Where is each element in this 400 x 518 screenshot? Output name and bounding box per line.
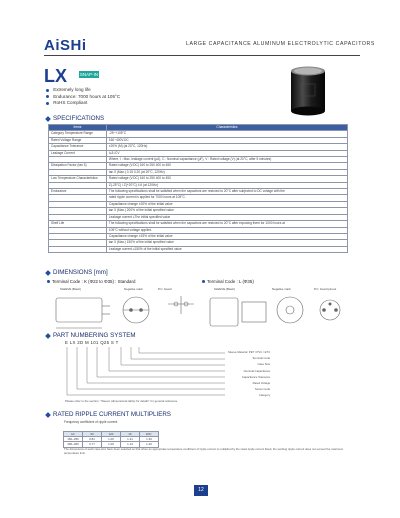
terminal-l-label: Terminal Code : L (Φ35) [202,279,254,284]
bullet-icon [202,280,205,283]
sleeve-label-k: SLEEVE (Basic) [60,287,82,291]
negative-mark-label-k: Negative mark [124,287,143,291]
bullet-icon [47,280,50,283]
diamond-icon [45,412,51,418]
part-numbering-title: PART NUMBERING SYSTEM [46,332,136,339]
table-row: Leakage Current I≤3√CV [49,150,348,156]
terminal-l-drawing [206,292,356,336]
brand-logo: AiSHi [44,37,87,54]
table-row: Leakage current ≤150% of the initial specified value [49,246,348,252]
table-row: Dissipation Factor (tan δ) Rated voltage (V.DC) 160 to 250 400 to 450 [49,163,348,169]
table-row: rated ripple current is applied for 7000 hours at 105°C. [49,195,348,201]
table-row: 105°C without voltage applied. [49,227,348,233]
pc-board-label-k: P.C. board [158,287,172,291]
table-row: Shelf Life The following specifications shall be satisfied when the capacitors are restored to 20°C after exposing them for 1000 hours at [49,221,348,227]
table-row: tan δ (Max.) 200% of the initial specified value [49,208,348,214]
series-badge: SNAP-IN [79,72,99,77]
part-number-code: E LX 2D M 101 Q25 S T [65,340,119,345]
table-row: Endurance The following specifications shall be satisfied when the capacitors are restored to 20°C after subjected to DC voltage with the [49,189,348,195]
dimensions-title: DIMENSIONS [mm] [46,269,108,276]
negative-mark-label-l: Negative mark [272,287,291,291]
table-row: tan δ (Max.) 150% of the initial specified value [49,240,348,246]
pc-board-label-l: P.C. board pinout [314,287,337,291]
table-row: Leakage current ≤The initial specified value [49,214,348,220]
diamond-icon [45,116,51,122]
ripple-table [63,431,159,448]
table-row: tan δ (Max.) 0.15 0.20 (at 20°C, 120Hz) [49,169,348,175]
sleeve-label-l: SLEEVE (Basic) [214,287,236,291]
table-row: Rated Voltage Range 160~400V.DC [49,137,348,143]
specifications-table [48,124,348,253]
diamond-icon [45,270,51,276]
page-number: 12 [194,485,208,496]
table-row: Where, I : Max. leakage current (μA), C : Nominal capacitance (μF), V : Rated voltage (V) (at 20°C, after 5 minutes) [49,157,348,163]
table-row: Capacitance change ±20% of the initial value [49,201,348,207]
part-number-leader-lines [65,347,235,399]
bullet-icon [46,102,49,105]
ripple-title: RATED RIPPLE CURRENT MULTIPLIERS [46,411,171,418]
specifications-title: SPECIFICATIONS [46,115,104,122]
table-row: Low Temperature Characteristics Rated voltage (V.DC) 160 to 250 400 to 450 [49,176,348,182]
table-row: Capacitance change ±15% of the initial value [49,233,348,239]
terminal-k-label: Terminal Code : K (Φ22 to Φ35) : Standard [47,279,135,284]
capacitor-product-image [289,66,327,116]
table-row: 160~250 0.81 1.00 1.21 1.30 [64,437,159,442]
ripple-header-row: Hz 60 120 1K 10K↑ [64,432,159,437]
series-name: LX [44,66,68,86]
table-row: Capacitance Tolerance ±20% (M) (at 20°C, 120Hz) [49,144,348,150]
table-row: Category Temperature Range -25~+105°C [49,131,348,137]
table-row: 400~450 0.77 1.00 1.13 1.20 [64,442,159,447]
feature-item: Extremely long life [46,87,120,94]
part-number-note: Please refer to the section: "Sleeve (dimensional table) for details" for general reference. [65,399,179,403]
bullet-icon [46,89,49,92]
table-row: Z(-25°C) / Z(+20°C) 4 6 (at 120Hz) [49,182,348,188]
ripple-footnote: The dimensions of each case size have been selected so that when an appropriate temperature coefficient of ripple current is multiplied by the rated ripple current listed, the working ripple current does not exceed the maximum temperature limit. [64,447,344,456]
bullet-icon [46,95,49,98]
feature-list [46,87,120,107]
header-divider [44,55,360,56]
ripple-table-label: Frequency coefficient of ripple current [64,420,118,424]
feature-item: Endurance: 7000 hours at 105°C [46,94,120,101]
feature-item: RoHS Compliant [46,100,120,107]
table-header-row: Items Characteristics [49,125,348,131]
diamond-icon [45,333,51,339]
terminal-k-drawing [52,292,202,336]
header-title: LARGE CAPACITANCE ALUMINUM ELECTROLYTIC CAPACITORS [186,41,375,47]
part-number-legend: Sleeve Material: PET / PVC / ETC Terminal Code Case Size Nominal Capacitance Capacitance Tolerance Rated Voltage Series Code Category [228,350,271,398]
